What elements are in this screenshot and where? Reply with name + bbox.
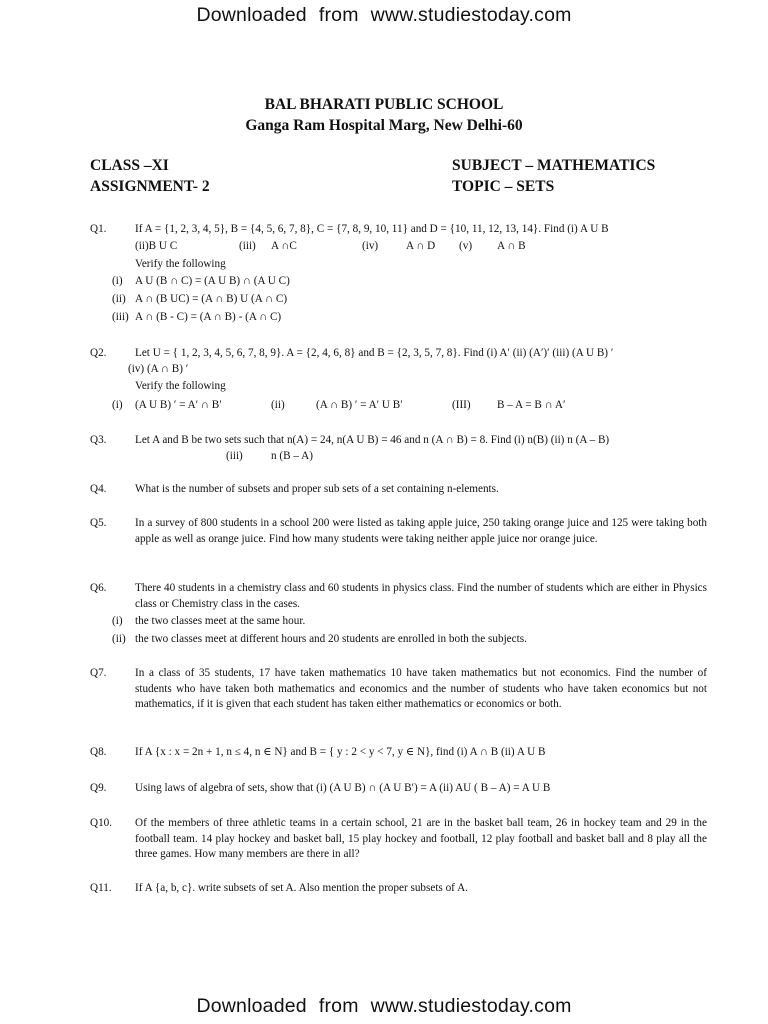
question-7 — [0, 666, 768, 730]
sub-number: (i) — [112, 615, 123, 627]
sub-item: A U (B ∩ C) = (A U B) ∩ (A U C) — [135, 275, 290, 287]
subject-label: SUBJECT – MATHEMATICS — [452, 157, 656, 174]
question-number: Q4. — [90, 483, 107, 495]
question-text: In a class of 35 students, 17 have taken mathematics 10 have taken mathematics but not economics. Find the number of students who have taken both mathematics and economics and the number of students who have taken economics but not mathematics, if it is given that each student has taken either mathematics or economics or both. — [135, 667, 707, 711]
sub-number: (ii) — [112, 293, 126, 305]
verify-heading: Verify the following — [135, 380, 226, 392]
question-6 — [0, 581, 768, 647]
question-text: If A {x : x = 2n + 1, n ≤ 4, n ∈ N} and B = { y : 2 < y < 7, y ∈ N}, find (i) A ∩ B (ii) A U B — [135, 746, 546, 758]
question-part: (ii)B U C — [135, 240, 178, 252]
question-number: Q6. — [90, 582, 107, 594]
banner-word-downloaded: Downloaded — [196, 4, 307, 26]
class-label: CLASS –XI — [90, 157, 169, 174]
banner-word-from: from — [318, 995, 359, 1017]
question-number: Q5. — [90, 517, 107, 529]
sub-number: (ii) — [112, 633, 126, 645]
question-number: Q1. — [90, 223, 107, 235]
question-text: Let A and B be two sets such that n(A) = 24, n(A U B) = 46 and n (A ∩ B) = 8. Find (i) n(B) (ii) n (A – B) — [135, 434, 610, 446]
download-banner-bottom — [0, 995, 768, 1018]
sub-item: B – A = B ∩ A′ — [497, 399, 566, 411]
sub-number: (ii) — [271, 399, 285, 411]
question-part: A ∩ B — [497, 240, 526, 252]
banner-site-link[interactable]: www.studiestoday.com — [370, 995, 572, 1017]
question-text: What is the number of subsets and proper sub sets of a set containing n-elements. — [135, 483, 499, 495]
question-text: There 40 students in a chemistry class and 60 students in physics class. Find the number of students which are either in Physics class or Chemistry class in the cases. — [135, 582, 707, 610]
question-number: Q3. — [90, 434, 107, 446]
sub-number: (III) — [452, 399, 471, 411]
sub-item: A ∩ (B UC) = (A ∩ B) U (A ∩ C) — [135, 293, 288, 305]
question-text: Let U = { 1, 2, 3, 4, 5, 6, 7, 8, 9}. A = {2, 4, 6, 8} and B = {2, 3, 5, 7, 8}. Find (i) A′ (ii) (A′)′ (iii) (A U B) ′ — [135, 347, 614, 359]
question-text: (iv) (A ∩ B) ′ — [128, 363, 189, 375]
question-number: Q9. — [90, 782, 107, 794]
question-11 — [0, 881, 768, 897]
topic-label: TOPIC – SETS — [452, 178, 555, 195]
question-10 — [0, 816, 768, 864]
question-text: Of the members of three athletic teams in a certain school, 21 are in the basket ball team, 26 in hockey team and 29 in the football team. 14 play hockey and basket ball, 15 play hockey and football, 12 play football and basket ball and 8 play all the three games. How many members are there in all? — [135, 817, 707, 861]
question-part: A ∩ D — [406, 240, 436, 252]
school-address: Ganga Ram Hospital Marg, New Delhi-60 — [245, 117, 523, 134]
question-part: A ∩C — [271, 240, 297, 252]
question-text: If A = {1, 2, 3, 4, 5}, B = {4, 5, 6, 7, 8}, C = {7, 8, 9, 10, 11} and D = {10, 11, 12, 13, 14}. Find (i) A U B — [135, 223, 609, 235]
banner-word-from: from — [318, 4, 359, 26]
question-text: If A {a, b, c}. write subsets of set A. Also mention the proper subsets of A. — [135, 882, 468, 894]
sub-number: (i) — [112, 399, 123, 411]
question-5 — [0, 516, 768, 564]
question-number: Q10. — [90, 817, 113, 829]
question-2 — [0, 346, 768, 416]
question-4 — [0, 482, 768, 498]
question-part-number: (iv) — [362, 240, 379, 252]
assignment-label: ASSIGNMENT- 2 — [90, 178, 210, 195]
question-number: Q2. — [90, 347, 107, 359]
question-3 — [0, 433, 768, 467]
question-9 — [0, 781, 768, 797]
sub-item: the two classes meet at the same hour. — [135, 615, 306, 627]
banner-word-downloaded: Downloaded — [196, 995, 307, 1017]
question-part: n (B – A) — [271, 450, 313, 462]
sub-item: (A ∩ B) ′ = A′ U B′ — [316, 399, 403, 411]
sub-number: (i) — [112, 275, 123, 287]
question-part-number: (v) — [459, 240, 473, 252]
sub-item: A ∩ (B - C) = (A ∩ B) - (A ∩ C) — [135, 311, 282, 323]
question-text: Using laws of algebra of sets, show that (i) (A U B) ∩ (A U B′) = A (ii) AU ( B – A) = A U B — [135, 782, 551, 794]
sub-number: (iii) — [112, 311, 129, 323]
sub-item: (A U B) ′ = A′ ∩ B′ — [135, 399, 222, 411]
question-1 — [0, 222, 768, 327]
school-name: BAL BHARATI PUBLIC SCHOOL — [264, 96, 504, 113]
question-number: Q7. — [90, 667, 107, 679]
question-text: In a survey of 800 students in a school 200 were listed as taking apple juice, 250 taking orange juice and 125 were taking both apple as well as orange juice. Find how many students were taking neither apple juice nor orange juice. — [135, 517, 707, 545]
sub-item: the two classes meet at different hours and 20 students are enrolled in both the subjects. — [135, 633, 527, 645]
banner-site-link[interactable]: www.studiestoday.com — [370, 4, 572, 26]
verify-heading: Verify the following — [135, 258, 226, 270]
question-8 — [0, 745, 768, 761]
download-banner-top — [0, 4, 768, 27]
question-part-number: (iii) — [226, 450, 243, 462]
question-number: Q11. — [90, 882, 112, 894]
question-number: Q8. — [90, 746, 107, 758]
question-part-number: (iii) — [239, 240, 256, 252]
